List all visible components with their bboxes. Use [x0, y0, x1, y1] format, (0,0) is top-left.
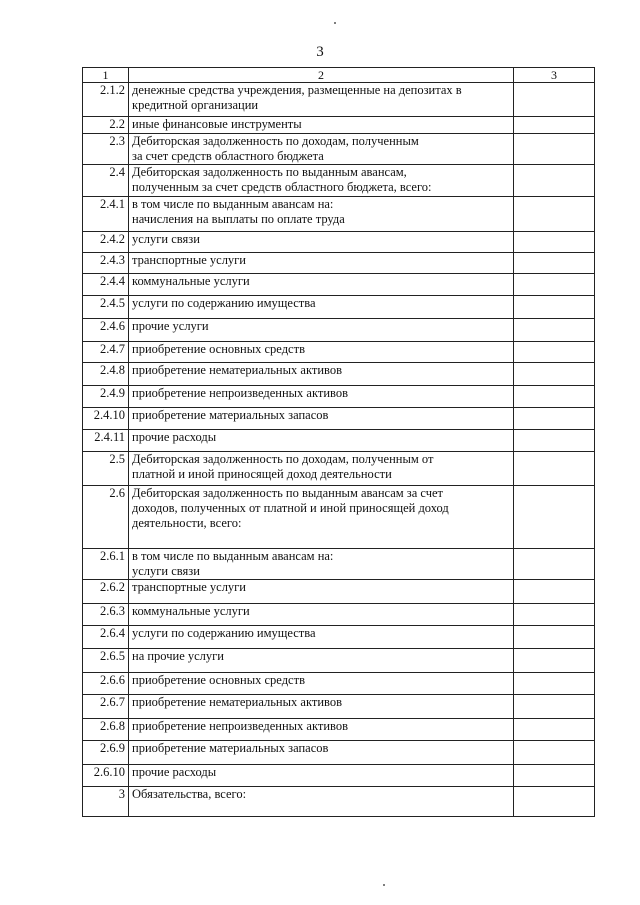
- row-number-cell: [83, 232, 129, 253]
- row-description: прочие расходы: [132, 765, 217, 779]
- table-row: [83, 649, 595, 673]
- row-description: приобретение основных средств: [132, 342, 305, 356]
- page-number: 3: [316, 44, 324, 60]
- row-number: 2.6.4: [100, 626, 125, 640]
- row-description-cell: [129, 604, 514, 626]
- row-description-cell: [129, 386, 514, 408]
- row-value-cell: [514, 695, 595, 719]
- row-description-cell: [129, 408, 514, 430]
- table-row: [83, 695, 595, 719]
- row-description-cell: [129, 695, 514, 719]
- table-row: [83, 274, 595, 296]
- row-number: 2.4.8: [100, 363, 125, 377]
- row-number-cell: [83, 197, 129, 232]
- row-number: 2.4.5: [100, 296, 125, 310]
- scan-speck: [383, 884, 385, 886]
- table-row: [83, 342, 595, 363]
- row-description: Дебиторская задолженность по выданным авансам, полученным за счет средств областного бюджета, всего:: [132, 165, 432, 194]
- table-row: [83, 197, 595, 232]
- row-description-cell: [129, 117, 514, 134]
- row-number: 2.4: [109, 165, 125, 179]
- row-description: Дебиторская задолженность по доходам, полученным за счет средств областного бюджета: [132, 134, 419, 163]
- row-number: 2.6.8: [100, 719, 125, 733]
- row-number: 2.3: [109, 134, 125, 148]
- row-number-cell: [83, 649, 129, 673]
- row-number-cell: [83, 787, 129, 817]
- row-value-cell: [514, 386, 595, 408]
- row-description-cell: [129, 549, 514, 580]
- row-value-cell: [514, 549, 595, 580]
- row-number-cell: [83, 695, 129, 719]
- row-value-cell: [514, 363, 595, 386]
- table-row: [83, 626, 595, 649]
- row-number-cell: [83, 296, 129, 319]
- row-number-cell: [83, 134, 129, 165]
- table-row: [83, 673, 595, 695]
- table-row: [83, 363, 595, 386]
- row-number-cell: [83, 386, 129, 408]
- row-value-cell: [514, 787, 595, 817]
- row-description: услуги по содержанию имущества: [132, 626, 316, 640]
- row-value-cell: [514, 342, 595, 363]
- row-value-cell: [514, 741, 595, 765]
- row-description: прочие услуги: [132, 319, 209, 333]
- row-number: 2.6.1: [100, 549, 125, 563]
- row-description-cell: [129, 319, 514, 342]
- row-number-cell: [83, 719, 129, 741]
- table-header-row: [83, 68, 595, 83]
- row-number-cell: [83, 342, 129, 363]
- row-number: 2.4.3: [100, 253, 125, 267]
- row-value-cell: [514, 319, 595, 342]
- row-number: 2.4.4: [100, 274, 125, 288]
- row-description-cell: [129, 232, 514, 253]
- row-value-cell: [514, 719, 595, 741]
- table-row: [83, 719, 595, 741]
- row-description: коммунальные услуги: [132, 604, 250, 618]
- table-body: [83, 83, 595, 817]
- row-number: 2.6.6: [100, 673, 125, 687]
- row-number-cell: [83, 626, 129, 649]
- table-row: [83, 408, 595, 430]
- row-value-cell: [514, 197, 595, 232]
- row-number: 2.6.7: [100, 695, 125, 709]
- row-description-cell: [129, 452, 514, 486]
- row-number: 2.4.6: [100, 319, 125, 333]
- row-description-cell: [129, 197, 514, 232]
- table-row: [83, 452, 595, 486]
- row-value-cell: [514, 232, 595, 253]
- table-row: [83, 83, 595, 117]
- row-description: прочие расходы: [132, 430, 217, 444]
- row-number: 2.6.9: [100, 741, 125, 755]
- row-value-cell: [514, 649, 595, 673]
- row-description-cell: [129, 741, 514, 765]
- table-row: [83, 232, 595, 253]
- row-number: 2.4.2: [100, 232, 125, 246]
- table-row: [83, 134, 595, 165]
- row-number-cell: [83, 741, 129, 765]
- row-number: 2.6.2: [100, 580, 125, 594]
- row-number: 2.6.5: [100, 649, 125, 663]
- row-number-cell: [83, 117, 129, 134]
- row-number-cell: [83, 253, 129, 274]
- row-number-cell: [83, 673, 129, 695]
- row-description-cell: [129, 342, 514, 363]
- row-number: 2.4.7: [100, 342, 125, 356]
- row-number: 2.5: [109, 452, 125, 466]
- row-description-cell: [129, 787, 514, 817]
- row-description-cell: [129, 430, 514, 452]
- row-number-cell: [83, 604, 129, 626]
- row-description-cell: [129, 719, 514, 741]
- row-value-cell: [514, 765, 595, 787]
- row-description-cell: [129, 673, 514, 695]
- row-number: 3: [118, 787, 125, 801]
- table-row: [83, 165, 595, 197]
- row-description: денежные средства учреждения, размещенные на депозитах в кредитной организации: [132, 83, 462, 112]
- row-value-cell: [514, 626, 595, 649]
- row-number: 2.2: [109, 117, 125, 131]
- row-description-cell: [129, 649, 514, 673]
- row-number-cell: [83, 274, 129, 296]
- column-header: 1: [83, 68, 129, 83]
- row-value-cell: [514, 430, 595, 452]
- row-value-cell: [514, 296, 595, 319]
- table-row: [83, 549, 595, 580]
- row-number: 2.4.9: [100, 386, 125, 400]
- row-number: 2.4.10: [93, 408, 125, 422]
- row-number-cell: [83, 408, 129, 430]
- row-description: Дебиторская задолженность по выданным авансам за счет доходов, полученных от платной и иной приносящей доход деятельности, всего:: [132, 486, 449, 530]
- table-row: [83, 765, 595, 787]
- row-description: услуги по содержанию имущества: [132, 296, 316, 310]
- row-description-cell: [129, 363, 514, 386]
- row-number-cell: [83, 486, 129, 549]
- row-value-cell: [514, 604, 595, 626]
- table-row: [83, 430, 595, 452]
- row-number-cell: [83, 580, 129, 604]
- table-row: [83, 117, 595, 134]
- row-value-cell: [514, 83, 595, 117]
- row-description: приобретение непроизведенных активов: [132, 719, 349, 733]
- row-number-cell: [83, 765, 129, 787]
- row-number-cell: [83, 430, 129, 452]
- row-description-cell: [129, 253, 514, 274]
- row-description-cell: [129, 83, 514, 117]
- table-row: [83, 253, 595, 274]
- row-description: приобретение материальных запасов: [132, 741, 329, 755]
- row-value-cell: [514, 274, 595, 296]
- table-row: [83, 486, 595, 549]
- row-description: приобретение материальных запасов: [132, 408, 329, 422]
- scan-speck: [334, 22, 336, 24]
- row-description: иные финансовые инструменты: [132, 117, 302, 131]
- row-description: приобретение непроизведенных активов: [132, 386, 349, 400]
- row-value-cell: [514, 580, 595, 604]
- row-description-cell: [129, 165, 514, 197]
- table-row: [83, 604, 595, 626]
- row-description: приобретение основных средств: [132, 673, 305, 687]
- row-description-cell: [129, 274, 514, 296]
- row-description: услуги связи: [132, 232, 200, 246]
- row-value-cell: [514, 117, 595, 134]
- table-row: [83, 787, 595, 817]
- row-value-cell: [514, 134, 595, 165]
- row-number-cell: [83, 363, 129, 386]
- row-number-cell: [83, 319, 129, 342]
- row-number: 2.6.10: [93, 765, 125, 779]
- row-description-cell: [129, 626, 514, 649]
- row-description: на прочие услуги: [132, 649, 224, 663]
- row-description-cell: [129, 296, 514, 319]
- row-description: Обязательства, всего:: [132, 787, 247, 801]
- row-number: 2.4.11: [94, 430, 125, 444]
- table-row: [83, 580, 595, 604]
- table-row: [83, 296, 595, 319]
- row-number: 2.6.3: [100, 604, 125, 618]
- row-number-cell: [83, 549, 129, 580]
- row-value-cell: [514, 408, 595, 430]
- row-number: 2.4.1: [100, 197, 125, 211]
- row-number: 2.6: [109, 486, 125, 500]
- row-number-cell: [83, 452, 129, 486]
- row-description: транспортные услуги: [132, 580, 247, 594]
- row-description: приобретение нематериальных активов: [132, 363, 342, 377]
- row-number-cell: [83, 165, 129, 197]
- table-row: [83, 319, 595, 342]
- row-value-cell: [514, 253, 595, 274]
- row-number: 2.1.2: [100, 83, 125, 97]
- row-value-cell: [514, 165, 595, 197]
- row-description: в том числе по выданным авансам на: начисления на выплаты по оплате труда: [132, 197, 345, 226]
- table-row: [83, 741, 595, 765]
- row-description-cell: [129, 486, 514, 549]
- row-description: Дебиторская задолженность по доходам, полученным от платной и иной приносящей доход деятельности: [132, 452, 434, 481]
- row-description: коммунальные услуги: [132, 274, 250, 288]
- row-value-cell: [514, 452, 595, 486]
- row-number-cell: [83, 83, 129, 117]
- column-header: 2: [129, 68, 514, 83]
- row-value-cell: [514, 486, 595, 549]
- row-description: в том числе по выданным авансам на: услуги связи: [132, 549, 334, 578]
- row-description: приобретение нематериальных активов: [132, 695, 342, 709]
- row-value-cell: [514, 673, 595, 695]
- table-row: [83, 386, 595, 408]
- row-description: транспортные услуги: [132, 253, 247, 267]
- row-description-cell: [129, 765, 514, 787]
- report-table: [82, 67, 595, 817]
- row-description-cell: [129, 134, 514, 165]
- row-description-cell: [129, 580, 514, 604]
- column-header: 3: [514, 68, 595, 83]
